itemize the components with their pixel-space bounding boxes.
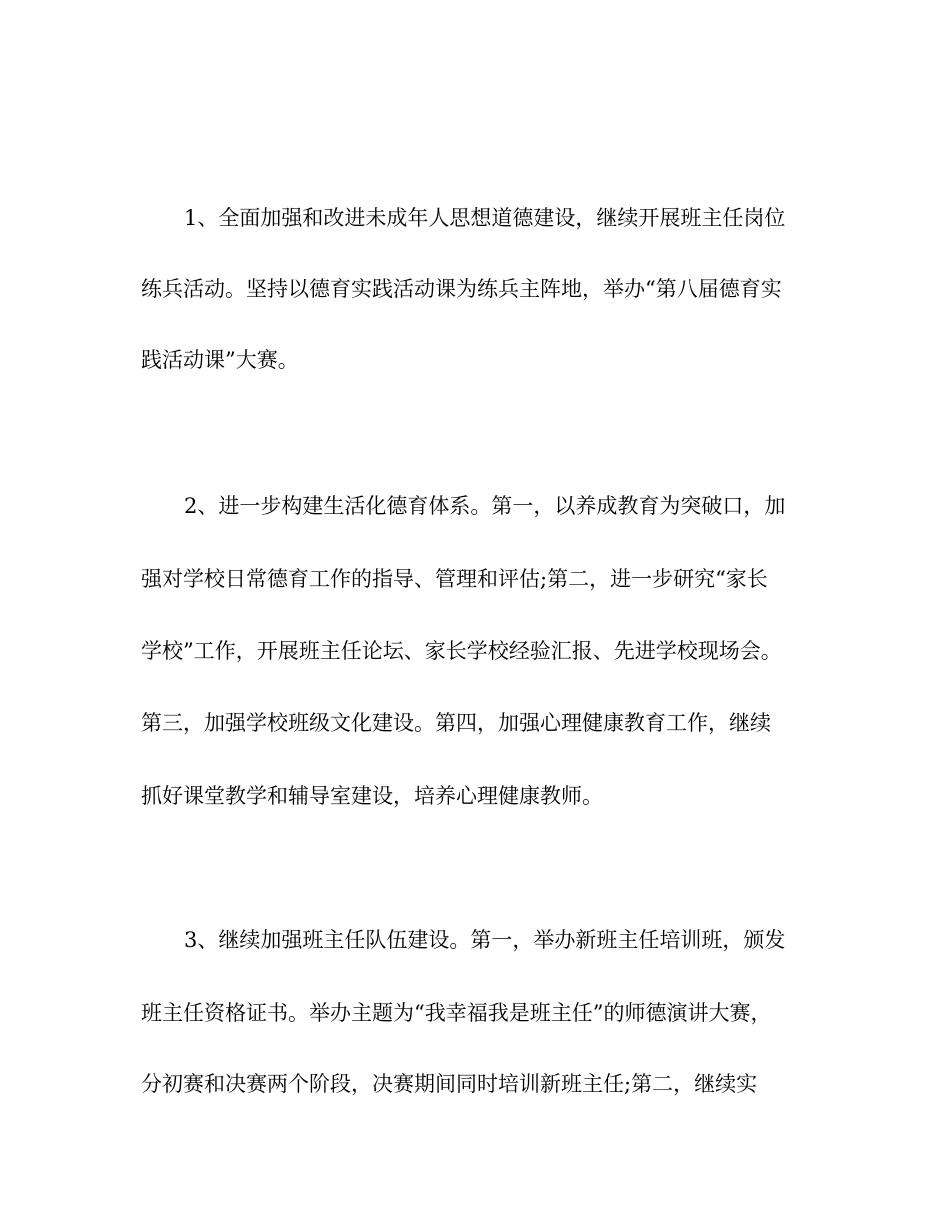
- paragraph-2-line-1: 2、进一步构建生活化德育体系。第一，以养成教育为突破口，加: [184, 494, 786, 518]
- paragraph-1-line-3: 践活动课”大赛。: [141, 348, 299, 372]
- paragraph-2-line-3: 学校”工作，开展班主任论坛、家长学校经验汇报、先进学校现场会。: [141, 639, 782, 663]
- paragraph-3-line-3: 分初赛和决赛两个阶段，决赛期间同时培训新班主任;第二，继续实: [141, 1072, 758, 1096]
- paragraph-2-line-2: 强对学校日常德育工作的指导、管理和评估;第二，进一步研究“家长: [141, 567, 768, 591]
- paragraph-3-line-2: 班主任资格证书。举办主题为“我幸福我是班主任”的师德演讲大赛，: [141, 1001, 772, 1025]
- paragraph-2-line-5: 抓好课堂教学和辅导室建设，培养心理健康教师。: [141, 784, 603, 808]
- paragraph-2-line-4: 第三，加强学校班级文化建设。第四，加强心理健康教育工作，继续: [141, 711, 771, 735]
- paragraph-1-line-2: 练兵活动。坚持以德育实践活动课为练兵主阵地，举办“第八届德育实: [141, 277, 782, 301]
- paragraph-1-line-1: 1、全面加强和改进未成年人思想道德建设，继续开展班主任岗位: [184, 206, 786, 230]
- paragraph-3-line-1: 3、继续加强班主任队伍建设。第一，举办新班主任培训班，颁发: [184, 928, 786, 952]
